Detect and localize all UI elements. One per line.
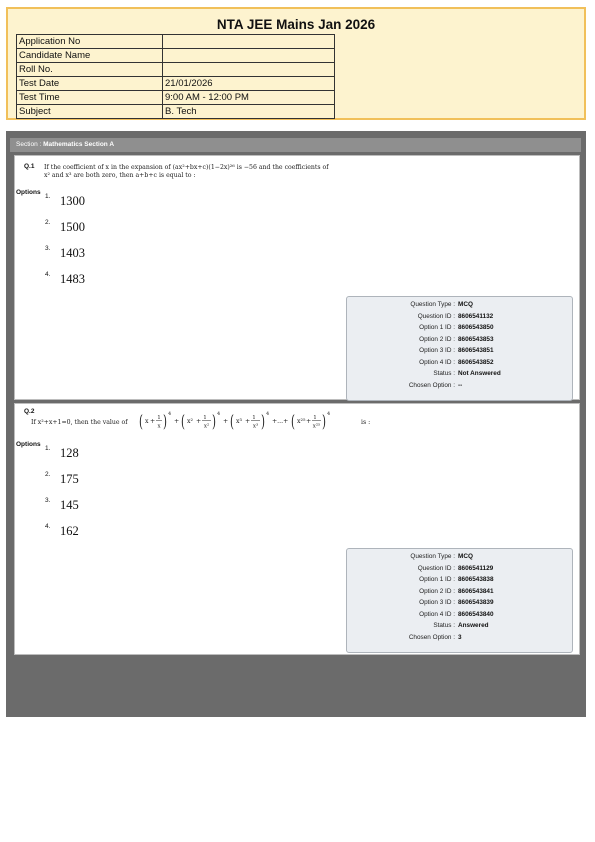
meta-label: Option 1 ID : (419, 324, 455, 331)
meta-label: Option 4 ID : (419, 610, 455, 618)
meta-value: 8606543840 (458, 610, 494, 618)
operator: + (174, 418, 180, 425)
section-panel (6, 131, 586, 717)
question-meta-box (346, 296, 573, 401)
option-number: 3. (45, 245, 51, 252)
meta-value: 8606541129 (458, 564, 494, 572)
plus-sign: + (150, 418, 156, 425)
option-value: 128 (60, 446, 79, 460)
term-base: x² (187, 418, 193, 425)
info-value: B. Tech (163, 105, 335, 119)
operator: +...+ (272, 418, 289, 425)
fraction-denominator: x²⁵ (312, 423, 321, 430)
fraction-numerator: 1 (252, 415, 256, 421)
question-text-prefix: If x²+x+1=0, then the value of (31, 419, 128, 426)
chosen-option-value: -- (458, 381, 463, 389)
option-value: 162 (60, 524, 79, 538)
question-text (44, 164, 329, 180)
question-text-suffix: is : (361, 419, 371, 426)
question-text (31, 419, 128, 426)
info-label: Application No (17, 35, 163, 49)
plus-sign: + (245, 418, 251, 425)
fraction-denominator: x³ (252, 423, 259, 430)
option-number: 1. (45, 445, 51, 452)
info-value: 21/01/2026 (163, 77, 335, 91)
meta-label: Chosen Option : (408, 381, 455, 389)
options-label: Options (16, 441, 41, 448)
meta-value: MCQ (458, 553, 473, 560)
option-number: 3. (45, 497, 51, 504)
candidate-info-table (16, 34, 335, 119)
question-card-2 (14, 403, 580, 655)
meta-value: 8606543841 (458, 587, 494, 595)
info-row (17, 35, 335, 49)
info-row (17, 77, 335, 91)
left-paren: ( (181, 412, 185, 432)
meta-value: 8606543839 (458, 599, 494, 606)
chosen-option-value: 3 (458, 633, 462, 641)
meta-label: Question ID : (417, 312, 455, 320)
info-value (163, 63, 335, 77)
meta-label: Option 2 ID : (419, 587, 455, 595)
info-label: Candidate Name (17, 49, 163, 63)
plus-sign: + (306, 418, 312, 425)
meta-label: Chosen Option : (408, 633, 455, 641)
meta-label: Status : (433, 622, 455, 629)
fraction-numerator: 1 (157, 415, 161, 421)
exam-title: NTA JEE Mains Jan 2026 (216, 17, 376, 32)
meta-value: 8606543853 (458, 335, 494, 343)
info-value: 9:00 AM - 12:00 PM (163, 91, 335, 105)
fraction-denominator: x² (203, 423, 210, 430)
meta-label: Option 1 ID : (419, 576, 455, 583)
question-card-1 (14, 155, 580, 400)
left-paren: ( (139, 412, 143, 432)
exponent: 4 (217, 411, 221, 417)
option-value: 1300 (60, 194, 85, 208)
option-number: 1. (45, 193, 51, 200)
fraction-numerator: 1 (313, 415, 317, 421)
candidate-header (6, 7, 586, 120)
meta-label: Question Type : (410, 301, 455, 308)
exponent: 4 (266, 411, 270, 417)
info-value (163, 35, 335, 49)
section-name: Mathematics Section A (43, 141, 115, 148)
right-paren: ) (212, 412, 216, 432)
question-number: Q.2 (24, 408, 35, 415)
fraction-numerator: 1 (203, 415, 207, 421)
meta-value: 8606541132 (458, 312, 494, 320)
meta-label: Status : (433, 370, 455, 377)
info-label: Roll No. (17, 63, 163, 77)
info-row (17, 105, 335, 119)
term-base: x²⁵ (297, 418, 306, 425)
right-paren: ) (322, 412, 326, 432)
option-value: 1403 (60, 246, 85, 260)
question-number: Q.1 (24, 163, 35, 170)
math-expression (139, 408, 359, 438)
meta-value: 8606543850 (458, 324, 494, 331)
meta-label: Option 4 ID : (419, 358, 455, 366)
option-number: 2. (45, 471, 51, 478)
option-number: 2. (45, 219, 51, 226)
info-row (17, 63, 335, 77)
options-label: Options (16, 189, 41, 196)
fraction-denominator: x (157, 423, 161, 430)
term-base: x³ (236, 418, 242, 425)
option-value: 1500 (60, 220, 85, 234)
meta-label: Option 2 ID : (419, 335, 455, 343)
question-text-line: x² and x³ are both zero, then a+b+c is equal to : (44, 172, 196, 179)
option-value: 1483 (60, 272, 85, 286)
question-text-line: If the coefficient of x in the expansion of (ax²+bx+c)(1−2x)²⁶ is −56 and the coefficients of (44, 164, 329, 171)
meta-value: 8606543851 (458, 347, 494, 354)
meta-value: 8606543852 (458, 358, 494, 366)
option-number: 4. (45, 271, 51, 278)
status-value: Answered (458, 622, 489, 629)
meta-value: MCQ (458, 301, 473, 308)
info-row (17, 91, 335, 105)
term-base: x (145, 418, 149, 425)
question-meta-box (346, 548, 573, 653)
section-label: Section : (16, 141, 44, 148)
status-value: Not Answered (458, 370, 501, 377)
operator: + (223, 418, 229, 425)
meta-label: Option 3 ID : (419, 599, 455, 606)
section-bar (10, 138, 581, 152)
info-value (163, 49, 335, 63)
left-paren: ( (291, 412, 295, 432)
exponent: 4 (168, 411, 172, 417)
exponent: 4 (327, 411, 331, 417)
info-row (17, 49, 335, 63)
meta-label: Question ID : (417, 564, 455, 572)
info-label: Test Date (17, 77, 163, 91)
plus-sign: + (196, 418, 202, 425)
right-paren: ) (163, 412, 167, 432)
meta-label: Option 3 ID : (419, 347, 455, 354)
info-label: Subject (17, 105, 163, 119)
meta-label: Question Type : (410, 553, 455, 560)
info-label: Test Time (17, 91, 163, 105)
option-number: 4. (45, 523, 51, 530)
right-paren: ) (261, 412, 265, 432)
left-paren: ( (230, 412, 234, 432)
option-value: 175 (60, 472, 79, 486)
meta-value: 8606543838 (458, 576, 494, 583)
option-value: 145 (60, 498, 79, 512)
